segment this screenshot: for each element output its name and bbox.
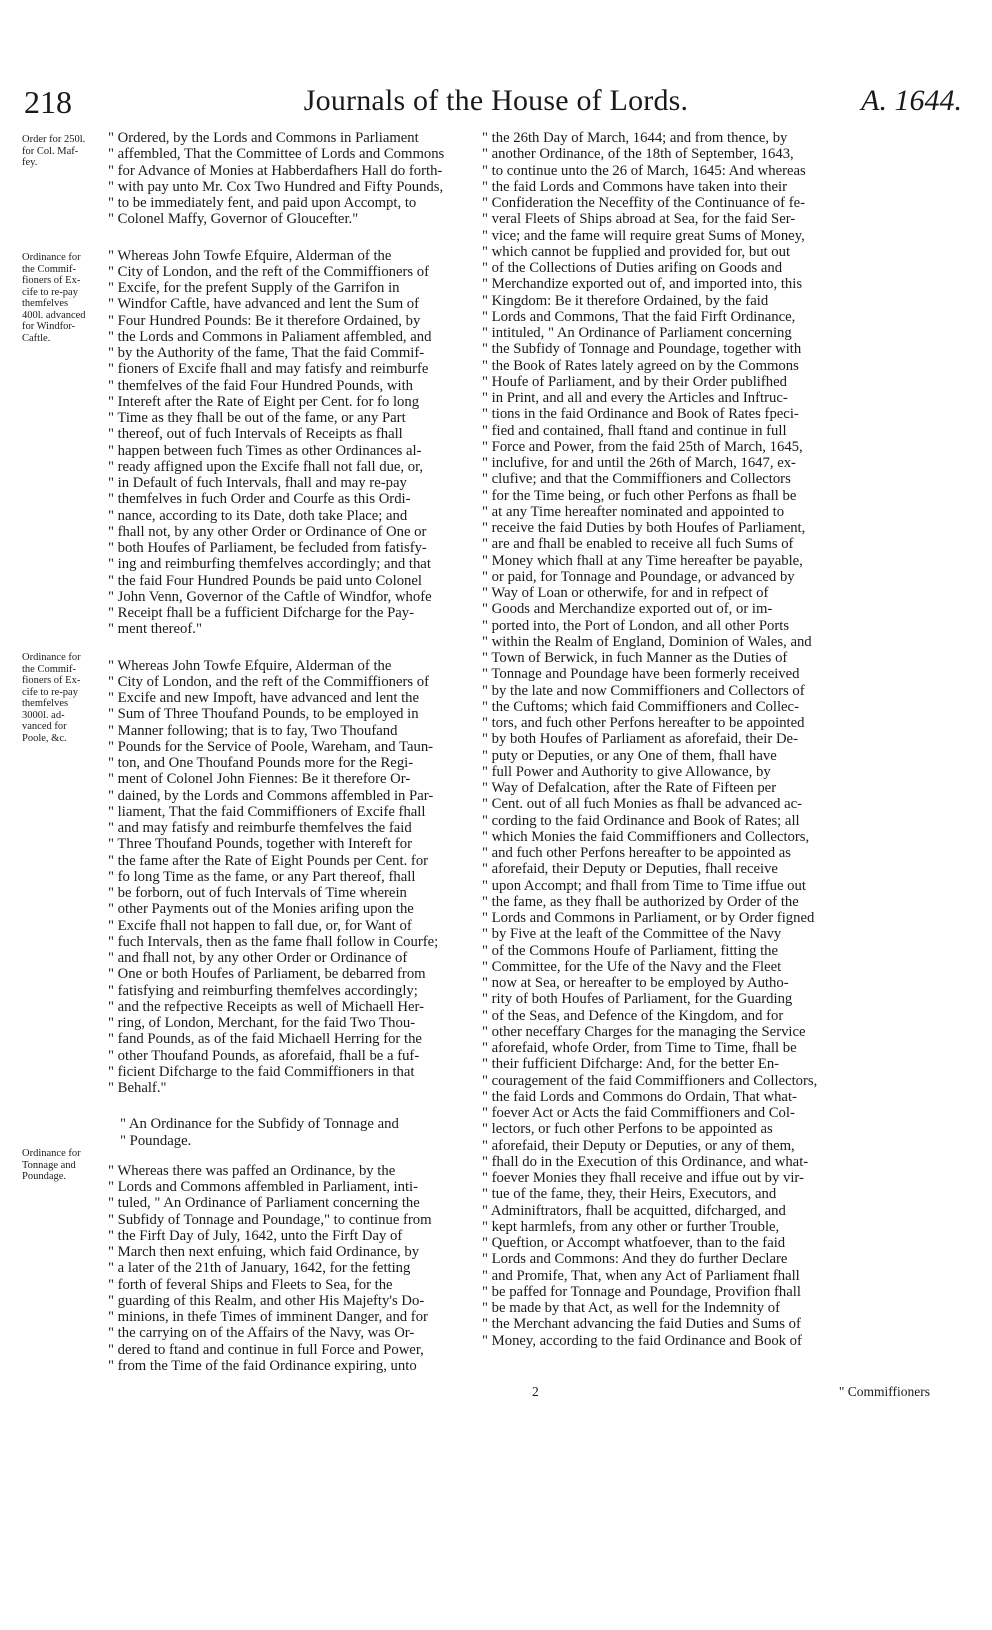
- text-line: " Whereas John Towfe Efquire, Alderman of the: [108, 247, 392, 264]
- text-line: " liament, That the faid Commiffioners of Excife fhall: [108, 803, 426, 820]
- note-line: Caftle.: [22, 332, 51, 344]
- text-line: " Money, according to the faid Ordinance and Book of: [482, 1332, 802, 1349]
- text-line: " Cent. out of all fuch Monies as fhall be advanced ac-: [482, 796, 803, 813]
- text-line: " Pounds for the Service of Poole, Wareham, and Taun-: [108, 738, 434, 755]
- text-line: " Time as they fhall be out of the fame, or any Part: [108, 410, 406, 426]
- text-line: " Lords and Commons, That the faid Firft Ordinance,: [482, 308, 796, 325]
- note-line: for Col. Maf-: [22, 145, 79, 157]
- text-line: " the Merchant advancing the faid Duties and Sums of: [482, 1316, 801, 1333]
- note-line: fey.: [22, 157, 38, 168]
- text-line: " receive the faid Duties by both Houfes of Parliament,: [482, 520, 806, 536]
- text-line: " to be immediately fent, and paid upon Accompt, to: [108, 195, 417, 211]
- tonnage-ordinance-continuation: [482, 130, 930, 1349]
- text-line: " vice; and the fame will require great Sums of Money,: [482, 227, 805, 244]
- page-header: [0, 78, 992, 128]
- note-line: the Commif-: [22, 663, 76, 675]
- text-line: " foever Act or Acts the faid Commiffioners and Col-: [482, 1105, 795, 1121]
- text-line: " fuch Intervals, then as the fame fhall follow in Courfe;: [108, 933, 439, 950]
- text-line: " the fame, as they fhall be authorized by Order of the: [482, 893, 799, 910]
- text-line: " full Power and Authority to give Allowance, by: [482, 763, 771, 780]
- text-line: " be forborn, out of fuch Intervals of Time wherein: [108, 885, 407, 901]
- text-line: " fhall not, by any other Order or Ordinance of One or: [108, 523, 427, 540]
- text-line: " by the late and now Commiffioners and Collectors of: [482, 682, 805, 699]
- text-line: " thereof, out of fuch Intervals of Receipts as fhall: [108, 426, 403, 443]
- text-line: " and fuch other Perfons hereafter to be appointed as: [482, 845, 792, 861]
- windsor-ordinance-paragraph: [108, 248, 470, 638]
- note-line: themfelves: [22, 698, 69, 709]
- page-number: 218: [24, 84, 72, 120]
- text-line: " by the Authority of the fame, That the faid Commif-: [108, 345, 425, 361]
- text-line: " John Venn, Governor of the Caftle of Windfor, whofe: [108, 588, 432, 605]
- text-line: " City of London, and the reft of the Commiffioners of: [108, 263, 430, 280]
- note-line: fioners of Ex-: [22, 675, 81, 686]
- text-line: " and the refpective Receipts as well of Michaell Her-: [108, 998, 425, 1015]
- text-line: " ported into, the Port of London, and all other Ports: [482, 617, 790, 634]
- catchword: " Commiffioners: [838, 1384, 930, 1399]
- text-line: " themfelves in fuch Order and Courfe as this Ordi-: [108, 491, 411, 508]
- page-footer: [482, 1384, 930, 1404]
- text-line: " now at Sea, or hereafter to be employed by Autho-: [482, 975, 789, 991]
- text-line: " Whereas John Towfe Efquire, Alderman of the: [108, 657, 392, 674]
- text-line: " puty or Deputies, or any One of them, fhall have: [482, 747, 777, 764]
- text-line: " ment thereof.": [108, 621, 202, 638]
- text-line: " which cannot be fupplied and provided for, but out: [482, 243, 791, 260]
- text-line: " the carrying on of the Affairs of the Navy, was Or-: [108, 1325, 415, 1342]
- text-line: " Way of Defalcation, after the Rate of Fifteen per: [482, 780, 777, 796]
- text-line: " the Cuftoms; which faid Commiffioners and Collec-: [482, 698, 799, 715]
- text-line: " and Promife, That, when any Act of Parliament fhall: [482, 1267, 800, 1284]
- text-line: " ing and reimburfing themfelves accordingly; and that: [108, 556, 431, 573]
- text-line: " upon Accompt; and fhall from Time to Time iffue out: [482, 877, 806, 894]
- text-line: " from the Time of the faid Ordinance expiring, unto: [108, 1357, 417, 1374]
- text-line: " and fhall not, by any other Order or Ordinance of: [108, 950, 408, 966]
- margin-note-tonnage: [22, 1148, 106, 1183]
- text-line: " Sum of Three Thoufand Pounds, to be employed in: [108, 706, 419, 723]
- text-line: " forth of feveral Ships and Fleets to Sea, for the: [108, 1276, 393, 1293]
- text-line: " with pay unto Mr. Cox Two Hundred and Fifty Pounds,: [108, 178, 444, 195]
- text-line: " both Houfes of Parliament, be fecluded from fatisfy-: [108, 540, 427, 556]
- text-line: " Manner following; that is to fay, Two Thoufand: [108, 722, 398, 739]
- note-line: Ordinance for: [22, 252, 81, 263]
- text-line: " Three Thoufand Pounds, together with Intereft for: [108, 836, 413, 853]
- text-line: " Adminiftrators, fhall be acquitted, difcharged, and: [482, 1202, 786, 1219]
- note-line: fioners of Ex-: [22, 275, 81, 286]
- margin-note-windsor: [22, 252, 106, 344]
- text-line: " aforefaid, their Deputy or Deputies, fhall receive: [482, 861, 778, 878]
- text-line: " which Monies the faid Commiffioners and Collectors,: [482, 828, 810, 845]
- text-line: " a later of the 21th of January, 1642, for the fetting: [108, 1260, 411, 1277]
- text-line: " of the Commons Houfe of Parliament, fitting the: [482, 942, 779, 959]
- note-line: Tonnage and: [22, 1159, 76, 1171]
- note-line: Ordinance for: [22, 652, 81, 663]
- note-line: cife to re-pay: [22, 686, 78, 698]
- poole-ordinance-paragraph: [108, 658, 470, 1097]
- text-line: " Ordered, by the Lords and Commons in Parliament: [108, 130, 419, 146]
- text-line: " are and fhall be enabled to receive all fuch Sums of: [482, 536, 794, 553]
- header-year-text: A. 1644.: [861, 84, 962, 117]
- text-line: " Four Hundred Pounds: Be it therefore Ordained, by: [108, 312, 421, 329]
- text-line: " Lords and Commons affembled in Parliament, inti-: [108, 1179, 419, 1195]
- text-line: " City of London, and the reft of the Commiffioners of: [108, 673, 430, 690]
- margin-note-order-massey: [22, 134, 106, 169]
- text-line: " the faid Four Hundred Pounds be paid unto Colonel: [108, 572, 422, 589]
- text-line: " for Advance of Monies at Habberdafhers Hall do forth-: [108, 162, 443, 179]
- text-line: " another Ordinance, of the 18th of September, 1643,: [482, 146, 794, 163]
- text-line: " fied and contained, fhall ftand and continue in full: [482, 422, 787, 439]
- note-line: 3000l. ad-: [22, 709, 65, 721]
- text-line: " ment of Colonel John Fiennes: Be it therefore Or-: [108, 771, 411, 788]
- note-line: themfelves: [22, 298, 69, 309]
- running-title: Journals of the House of Lords.: [303, 84, 689, 117]
- text-line: " of the Collections of Duties arifing on Goods and: [482, 260, 783, 276]
- text-line: " lectors, or fuch other Perfons to be appointed as: [482, 1121, 773, 1138]
- text-line: " by both Houfes of Parliament as aforefaid, their De-: [482, 731, 798, 748]
- note-line: vanced for: [22, 721, 67, 732]
- text-line: " themfelves of the faid Four Hundred Pounds, with: [108, 377, 414, 394]
- text-line: " clufive; and that the Commiffioners and Collectors: [482, 471, 791, 488]
- text-line: " Subfidy of Tonnage and Poundage," to continue from: [108, 1211, 432, 1228]
- text-line: " other Payments out of the Monies arifing upon the: [108, 901, 414, 918]
- text-line: " March then next enfuing, which faid Ordinance, by: [108, 1244, 420, 1260]
- text-line: " Excife and new Impoft, have advanced and lent the: [108, 690, 420, 706]
- text-line: " tuled, " An Ordinance of Parliament concerning the: [108, 1195, 420, 1212]
- text-line: " Kingdom: Be it therefore Ordained, by the faid: [482, 292, 769, 309]
- text-line: " in Print, and all and every the Articles and Inftruc-: [482, 390, 788, 406]
- text-line: " or paid, for Tonnage and Poundage, or advanced by: [482, 568, 795, 585]
- text-line: " Colonel Maffy, Governor of Gloucefter.": [108, 211, 359, 228]
- text-line: " Way of Loan or otherwife, for and in refpect of: [482, 585, 769, 601]
- text-line: " Excife fhall not happen to fall due, or, for Want of: [108, 917, 412, 934]
- text-line: " tue of the fame, they, their Heirs, Executors, and: [482, 1186, 777, 1203]
- text-line: " fand Pounds, as of the faid Michaell Herring for the: [108, 1031, 422, 1048]
- text-line: " the Firft Day of July, 1642, unto the Firft Day of: [108, 1227, 403, 1244]
- text-line: " Lords and Commons in Parliament, or by Order figned: [482, 910, 815, 926]
- text-line: " the Book of Rates lately agreed on by the Commons: [482, 357, 799, 374]
- order-massey-paragraph: [108, 130, 470, 228]
- text-line: " fo long Time as the fame, or any Part thereof, fhall: [108, 868, 416, 885]
- note-line: the Commif-: [22, 263, 76, 275]
- text-line: " by Five at the leaft of the Committee of the Navy: [482, 926, 782, 943]
- text-line: " happen between fuch Times as other Ordinances al-: [108, 442, 422, 459]
- text-line: " Tonnage and Poundage have been formerly received: [482, 666, 800, 683]
- text-line: " dered to ftand and continue in full Force and Power,: [108, 1341, 424, 1358]
- text-line: " fioners of Excife fhall and may fatisfy and reimburfe: [108, 361, 429, 378]
- text-line: " be paffed for Tonnage and Poundage, Provifion fhall: [482, 1283, 801, 1300]
- text-line: " cording to the faid Ordinance and Book of Rates; all: [482, 812, 800, 829]
- text-line: " Confideration the Neceffity of the Continuance of fe-: [482, 195, 806, 211]
- text-line: " Goods and Merchandize exported out of, or im-: [482, 601, 773, 618]
- text-line: " ton, and One Thoufand Pounds more for the Regi-: [108, 755, 414, 771]
- text-line: " for the Time being, or fuch other Perfons as fhall be: [482, 487, 797, 504]
- note-line: for Windfor-: [22, 321, 76, 332]
- text-line: " in Default of fuch Intervals, fhall and may re-pay: [108, 475, 407, 491]
- title-line: " Poundage.: [120, 1132, 192, 1149]
- text-line: " Excife, for the prefent Supply of the Garrifon in: [108, 280, 400, 296]
- left-column: [108, 130, 470, 1388]
- margin-note-poole: [22, 652, 106, 744]
- text-line: " ficient Difcharge to the faid Commiffioners in that: [108, 1063, 415, 1080]
- text-line: " tions in the faid Ordinance and Book of Rates fpeci-: [482, 406, 799, 423]
- text-line: " Windfor Caftle, have advanced and lent the Sum of: [108, 296, 420, 313]
- text-line: " Force and Power, from the faid 25th of March, 1645,: [482, 438, 803, 455]
- right-column: [482, 130, 930, 1363]
- tonnage-ordinance-paragraph: [108, 1163, 470, 1374]
- note-line: Order for 250l.: [22, 134, 86, 145]
- text-line: " the fame after the Rate of Eight Pounds per Cent. for: [108, 852, 429, 869]
- text-line: " Queftion, or Accompt whatfoever, than to the faid: [482, 1235, 786, 1251]
- text-line: " at any Time hereafter nominated and appointed to: [482, 503, 785, 520]
- text-line: " affembled, That the Committee of Lords and Commons: [108, 146, 445, 163]
- text-line: " guarding of this Realm, and other His Majefty's Do-: [108, 1292, 425, 1309]
- signature-mark: 2: [532, 1384, 539, 1399]
- text-line: " other Thoufand Pounds, as aforefaid, fhall be a fuf-: [108, 1047, 420, 1064]
- text-line: " kept harmlefs, from any other or further Trouble,: [482, 1218, 780, 1235]
- text-line: " the Subfidy of Tonnage and Poundage, together with: [482, 341, 802, 358]
- text-line: " Town of Berwick, in fuch Manner as the Duties of: [482, 650, 788, 666]
- text-line: " fatisfying and reimburfing themfelves accordingly;: [108, 982, 418, 999]
- text-line: " be made by that Act, as well for the Indemnity of: [482, 1300, 781, 1316]
- text-line: " inclufive, for and until the 26th of March, 1647, ex-: [482, 455, 796, 471]
- text-line: " Whereas there was paffed an Ordinance, by the: [108, 1162, 396, 1179]
- header-year: [861, 84, 962, 118]
- text-line: " Behalf.": [108, 1080, 167, 1096]
- note-line: cife to re-pay: [22, 286, 78, 298]
- text-line: " tors, and fuch other Perfons hereafter to be appointed: [482, 715, 805, 731]
- text-line: " couragement of the faid Commiffioners and Collectors,: [482, 1072, 818, 1089]
- text-line: " other neceffary Charges for the managing the Service: [482, 1023, 806, 1040]
- text-line: " fhall do in the Execution of this Ordinance, and what-: [482, 1153, 809, 1170]
- text-line: " the Lords and Commons in Paliament affembled, and: [108, 328, 432, 345]
- text-line: " ready affigned upon the Excife fhall not fall due, or,: [108, 458, 424, 475]
- text-line: " rity of both Houfes of Parliament, for the Guarding: [482, 991, 793, 1008]
- text-line: " ring, of London, Merchant, for the faid Two Thou-: [108, 1015, 416, 1031]
- text-line: " dained, by the Lords and Commons affembled in Par-: [108, 787, 434, 804]
- tonnage-ordinance-title: [108, 1116, 470, 1149]
- text-line: " the faid Lords and Commons do Ordain, That what-: [482, 1088, 797, 1105]
- text-line: " Merchandize exported out of, and imported into, this: [482, 276, 803, 293]
- note-line: 400l. advanced: [22, 309, 86, 321]
- text-line: " nance, according to its Date, doth take Place; and: [108, 507, 408, 524]
- text-line: " their fufficient Difcharge: And, for the better En-: [482, 1056, 780, 1073]
- text-line: " of the Seas, and Defence of the Kingdom, and for: [482, 1007, 784, 1024]
- title-line: " An Ordinance for the Subfidy of Tonnage and: [120, 1116, 399, 1133]
- text-line: " foever Monies they fhall receive and iffue out by vir-: [482, 1170, 804, 1186]
- text-line: " to continue unto the 26 of March, 1645: And whereas: [482, 162, 806, 179]
- text-line: " the faid Lords and Commons have taken into their: [482, 178, 787, 195]
- note-line: Poundage.: [22, 1171, 67, 1182]
- text-line: " Lords and Commons: And they do further Declare: [482, 1251, 788, 1268]
- note-line: Ordinance for: [22, 1148, 81, 1159]
- text-line: " Receipt fhall be a fufficient Difcharge for the Pay-: [108, 605, 415, 621]
- text-line: " Houfe of Parliament, and by their Order publifhed: [482, 373, 787, 390]
- text-line: " minions, in thefe Times of imminent Danger, and for: [108, 1309, 428, 1325]
- text-line: " Money which fhall at any Time hereafter be payable,: [482, 552, 803, 569]
- text-line: " aforefaid, their Deputy or Deputies, or any of them,: [482, 1137, 795, 1154]
- text-line: " veral Fleets of Ships abroad at Sea, for the faid Ser-: [482, 211, 796, 228]
- text-line: " One or both Houfes of Parliament, be debarred from: [108, 966, 426, 983]
- text-line: " the 26th Day of March, 1644; and from thence, by: [482, 130, 788, 146]
- text-line: " within the Realm of England, Dominion of Wales, and: [482, 633, 812, 650]
- text-line: " and may fatisfy and reimburfe themfelves the faid: [108, 820, 412, 836]
- note-line: Poole, &c.: [22, 732, 67, 744]
- text-line: " Committee, for the Ufe of the Navy and the Fleet: [482, 958, 782, 975]
- text-line: " intituled, " An Ordinance of Parliament concerning: [482, 325, 792, 341]
- text-line: " Intereft after the Rate of Eight per Cent. for fo long: [108, 393, 420, 410]
- text-line: " aforefaid, whofe Order, from Time to Time, fhall be: [482, 1040, 797, 1056]
